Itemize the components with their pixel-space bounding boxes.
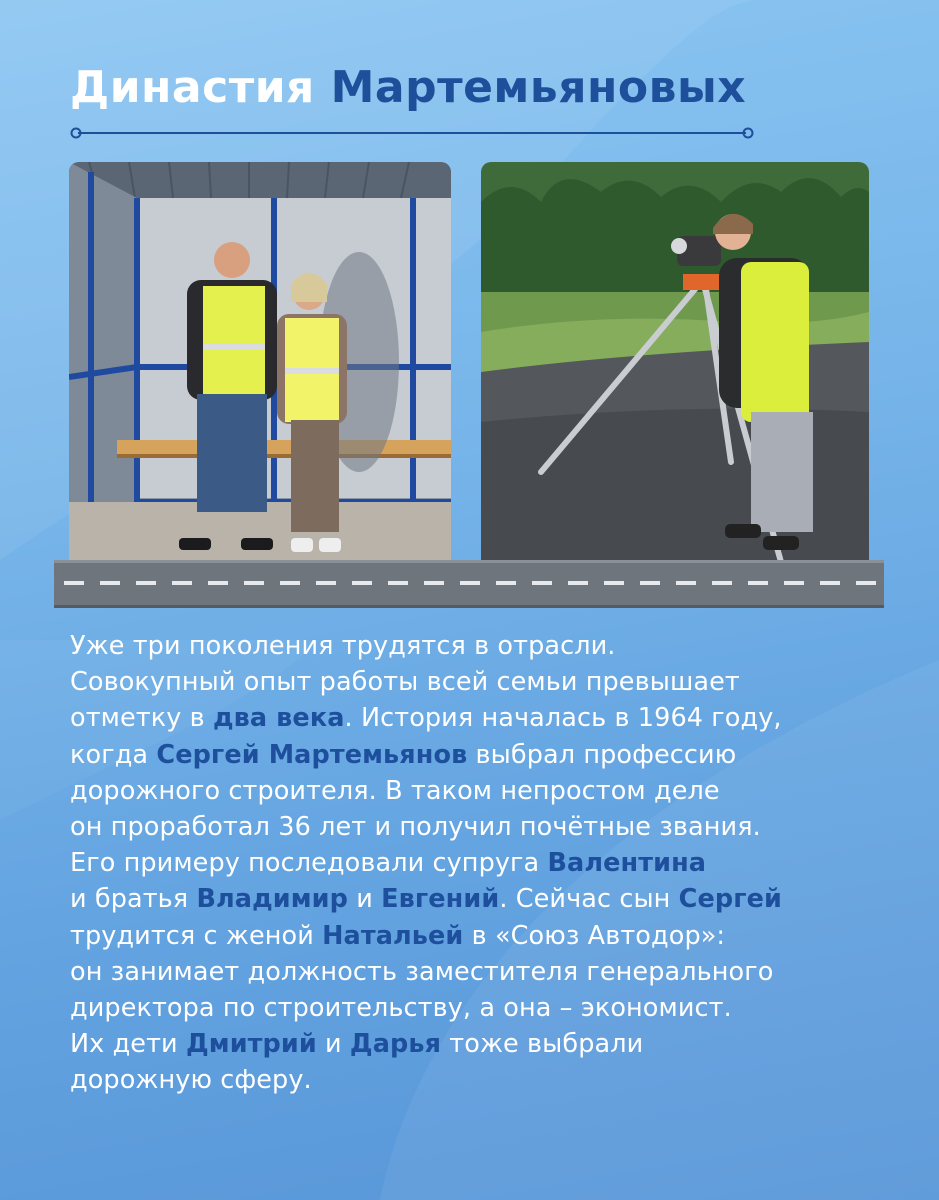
road-stripe xyxy=(54,560,884,608)
text-line: отметку в два века. История началась в 1964 году, xyxy=(70,703,782,734)
surveyor-photo xyxy=(481,162,869,570)
text-line: когда Сергей Мартемьянов выбрал профессию xyxy=(70,739,737,770)
highlight-vladimir: Владимир xyxy=(196,884,348,915)
title-part-blue: Мартемьяновых xyxy=(330,62,747,113)
page-title xyxy=(70,62,746,113)
text-line: Его примеру последовали супруга Валентина xyxy=(70,848,707,879)
text-line: Совокупный опыт работы всей семьи превышает xyxy=(70,667,740,698)
highlight-dmitry: Дмитрий xyxy=(185,1029,317,1060)
title-underline xyxy=(70,126,754,140)
highlight-two-centuries: два века xyxy=(212,703,345,734)
text-line: дорожную сферу. xyxy=(70,1065,312,1096)
title-part-white: Династия xyxy=(70,62,315,113)
text-line: трудится с женой Натальей в «Союз Автодор»: xyxy=(70,920,726,951)
text-line: дорожного строителя. В таком непростом деле xyxy=(70,775,720,806)
text-line: и братья Владимир и Евгений. Сейчас сын Сергей xyxy=(70,884,783,915)
highlight-valentina: Валентина xyxy=(547,848,707,879)
text-line: Уже три поколения трудятся в отрасли. xyxy=(70,631,616,661)
text-line: он занимает должность заместителя генерального xyxy=(70,956,774,987)
highlight-darya: Дарья xyxy=(349,1029,442,1060)
family-photo xyxy=(69,162,451,570)
highlight-natalya: Натальей xyxy=(322,920,464,951)
highlight-sergey-martemyanov: Сергей Мартемьянов xyxy=(156,739,468,770)
text-line: Их дети Дмитрий и Дарья тоже выбрали xyxy=(70,1029,644,1060)
text-line: он проработал 36 лет и получил почётные звания. xyxy=(70,812,761,843)
body-text xyxy=(70,628,870,1099)
text-line: директора по строительству, а она – экономист. xyxy=(70,993,732,1024)
highlight-sergey: Сергей xyxy=(678,884,783,915)
highlight-evgeny: Евгений xyxy=(381,884,500,915)
